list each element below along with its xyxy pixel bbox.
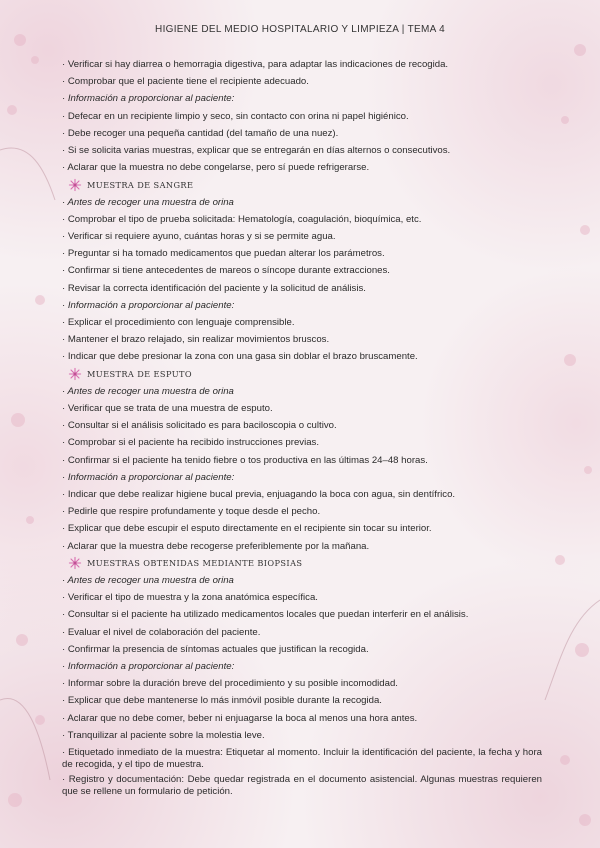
section-heading-text: MUESTRA DE SANGRE (87, 180, 194, 191)
bullet-item: · Tranquilizar al paciente sobre la molestia leve. (62, 729, 265, 741)
section-heading-text: MUESTRA DE ESPUTO (87, 369, 192, 380)
bullet-item: · Registro y documentación: Debe quedar registrada en el documento asistencial. Algunas muestras requieren que se rellene un formulario de petición. (62, 774, 542, 798)
bullet-item: · Aclarar que la muestra debe recogerse preferiblemente por la mañana. (62, 540, 370, 552)
bullet-item: · Etiquetado inmediato de la muestra: Etiquetar al momento. Incluir la identificación del paciente, la fecha y hora de recogida, y el tipo de muestra. (62, 747, 542, 771)
bullet-item: · Aclarar que no debe comer, beber ni enjuagarse la boca al menos una hora antes. (62, 712, 418, 724)
subheading-line: · Antes de recoger una muestra de orina (62, 575, 234, 587)
section-heading (62, 555, 542, 572)
flower-icon (68, 178, 82, 192)
bullet-item: · Aclarar que la muestra no debe congelarse, pero sí puede refrigerarse. (62, 162, 370, 174)
subheading-line: · Información a proporcionar al paciente: (62, 299, 235, 311)
document-body (62, 56, 542, 800)
bullet-item: · Verificar si requiere ayuno, cuántas horas y si se permite agua. (62, 231, 336, 243)
bullet-item: · Explicar que debe mantenerse lo más inmóvil posible durante la recogida. (62, 695, 382, 707)
bullet-item: · Preguntar si ha tomado medicamentos que puedan alterar los parámetros. (62, 248, 385, 260)
bullet-item: · Defecar en un recipiente limpio y seco, sin contacto con orina ni papel higiénico. (62, 110, 409, 122)
flower-icon (68, 367, 82, 381)
bullet-item: · Pedirle que respire profundamente y toque desde el pecho. (62, 506, 321, 518)
subheading-line: · Antes de recoger una muestra de orina (62, 385, 234, 397)
section-heading-text: MUESTRAS OBTENIDAS MEDIANTE BIOPSIAS (87, 558, 303, 569)
section-heading (62, 176, 542, 193)
bullet-item: · Consultar si el paciente ha utilizado medicamentos locales que puedan interferir en el análisis. (62, 609, 469, 621)
bullet-item: · Comprobar si el paciente ha recibido instrucciones previas. (62, 437, 320, 449)
subheading-line: · Información a proporcionar al paciente: (62, 93, 235, 105)
bullet-item: · Consultar si el análisis solicitado es para baciloscopia o cultivo. (62, 420, 337, 432)
bullet-item: · Confirmar si el paciente ha tenido fiebre o tos productiva en las últimas 24–48 horas. (62, 454, 428, 466)
bullet-item: · Informar sobre la duración breve del procedimiento y su posible incomodidad. (62, 678, 398, 690)
bullet-item: · Indicar que debe presionar la zona con una gasa sin doblar el brazo bruscamente. (62, 351, 418, 363)
bullet-item: · Verificar que se trata de una muestra de esputo. (62, 403, 273, 415)
bullet-item: · Comprobar el tipo de prueba solicitada: Hematología, coagulación, bioquímica, etc. (62, 213, 422, 225)
bullet-item: · Confirmar la presencia de síntomas actuales que justifican la recogida. (62, 643, 369, 655)
bullet-item: · Revisar la correcta identificación del paciente y la solicitud de análisis. (62, 282, 366, 294)
subheading-line: · Información a proporcionar al paciente: (62, 471, 235, 483)
subheading-line: · Antes de recoger una muestra de orina (62, 196, 234, 208)
bullet-item: · Explicar el procedimiento con lenguaje comprensible. (62, 317, 295, 329)
bullet-item: · Verificar si hay diarrea o hemorragia digestiva, para adaptar las indicaciones de recogida. (62, 59, 449, 70)
bullet-item: · Evaluar el nivel de colaboración del paciente. (62, 626, 261, 638)
bullet-item: · Debe recoger una pequeña cantidad (del tamaño de una nuez). (62, 127, 339, 139)
section-heading (62, 366, 542, 383)
page-header: HIGIENE DEL MEDIO HOSPITALARIO Y LIMPIEZA | TEMA 4 (155, 24, 445, 35)
bullet-item: · Mantener el brazo relajado, sin realizar movimientos bruscos. (62, 334, 330, 346)
flower-icon (68, 556, 82, 570)
bullet-item: · Si se solicita varias muestras, explicar que se entregarán en días alternos o consecutivos. (62, 145, 451, 157)
bullet-item: · Comprobar que el paciente tiene el recipiente adecuado. (62, 76, 309, 88)
bullet-item: · Explicar que debe escupir el esputo directamente en el recipiente sin tocar su interior. (62, 523, 432, 535)
bullet-item: · Verificar el tipo de muestra y la zona anatómica específica. (62, 592, 318, 604)
subheading-line: · Información a proporcionar al paciente: (62, 661, 235, 673)
bullet-item: · Confirmar si tiene antecedentes de mareos o síncope durante extracciones. (62, 265, 390, 277)
bullet-item: · Indicar que debe realizar higiene bucal previa, enjuagando la boca con agua, sin dentífrico. (62, 489, 456, 501)
